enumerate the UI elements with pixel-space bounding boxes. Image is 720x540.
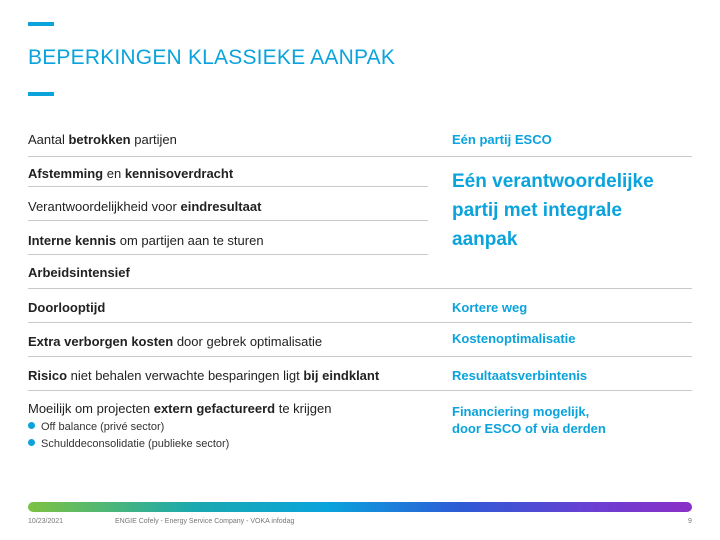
- text-post: te krijgen: [275, 401, 332, 416]
- row-afstemming: [28, 166, 233, 181]
- right-kortere-weg: Kortere weg: [452, 300, 528, 315]
- text-pre: Verantwoordelijkheid voor: [28, 199, 181, 214]
- right-resultaatsverbintenis: Resultaatsverbintenis: [452, 368, 588, 383]
- text-bold-2: kennisoverdracht: [124, 166, 234, 181]
- right-een-partij: Eén partij ESCO: [452, 132, 552, 147]
- text-bold: betrokken: [68, 132, 131, 147]
- divider: [28, 254, 428, 255]
- text-pre: Moeilijk om projecten: [28, 401, 154, 416]
- row-verborgen-kosten: [28, 334, 322, 349]
- text-pre: Aantal: [28, 132, 69, 147]
- right-verantwoordelijke-partij: Eén verantwoordelijke partij met integrale aanpak: [452, 171, 654, 250]
- row-arbeidsintensief: [28, 265, 130, 280]
- row-doorlooptijd: [28, 300, 105, 315]
- row-moeilijk-projecten: [28, 401, 331, 416]
- divider: [28, 156, 692, 157]
- footer-center-text: ENGIE Cofely - Energy Service Company - VOKA infodag: [115, 518, 295, 525]
- text-bold-2: bij eindklant: [303, 368, 380, 383]
- bullet-off-balance: [28, 421, 164, 433]
- divider: [28, 220, 428, 221]
- divider: [28, 390, 692, 391]
- bullet-dot-icon: [28, 422, 35, 429]
- text-bold: eindresultaat: [180, 199, 262, 214]
- divider: [28, 356, 692, 357]
- row-interne-kennis: [28, 233, 264, 248]
- text-bold: Risico: [28, 368, 68, 383]
- text-post: partijen: [130, 132, 177, 147]
- footer-gradient-svg: [28, 502, 692, 512]
- text-post: om partijen aan te sturen: [116, 233, 264, 248]
- footer-page-number: 9: [688, 518, 692, 525]
- text-mid: en: [103, 166, 125, 181]
- row-risico: [28, 368, 379, 383]
- text-bold: Afstemming: [28, 166, 104, 181]
- bullet-dot-icon: [28, 439, 35, 446]
- bottom-accent-bar: [28, 92, 54, 96]
- divider: [28, 322, 692, 323]
- top-accent-bar: [28, 22, 54, 26]
- text-bold: Extra verborgen kosten: [28, 334, 174, 349]
- text-bold: Doorlooptijd: [28, 300, 106, 315]
- divider: [28, 186, 428, 187]
- bullet-text: Schulddeconsolidatie (publieke sector): [41, 438, 230, 450]
- bullet-schulddeconsolidatie: [28, 438, 229, 450]
- right-financiering-line-2: door ESCO of via derden: [452, 421, 606, 436]
- text-bold: Interne kennis: [28, 233, 117, 248]
- divider: [28, 288, 692, 289]
- text-bold: Arbeidsintensief: [28, 265, 130, 280]
- bullet-text: Off balance (privé sector): [41, 421, 165, 433]
- right-financiering-line-1: Financiering mogelijk,: [452, 404, 590, 419]
- page-title: BEPERKINGEN KLASSIEKE AANPAK: [28, 46, 396, 69]
- right-financiering: [452, 403, 606, 437]
- right-kostenoptimalisatie: Kostenoptimalisatie: [452, 331, 576, 346]
- text-bold: extern gefactureerd: [153, 401, 276, 416]
- footer-color-bar: [28, 502, 692, 512]
- text-mid: niet behalen verwachte besparingen ligt: [67, 368, 304, 383]
- footer-date: 10/23/2021: [28, 518, 64, 525]
- row-verantwoordelijkheid: [28, 199, 261, 214]
- text-post: door gebrek optimalisatie: [173, 334, 323, 349]
- row-aantal-partijen: [28, 132, 177, 147]
